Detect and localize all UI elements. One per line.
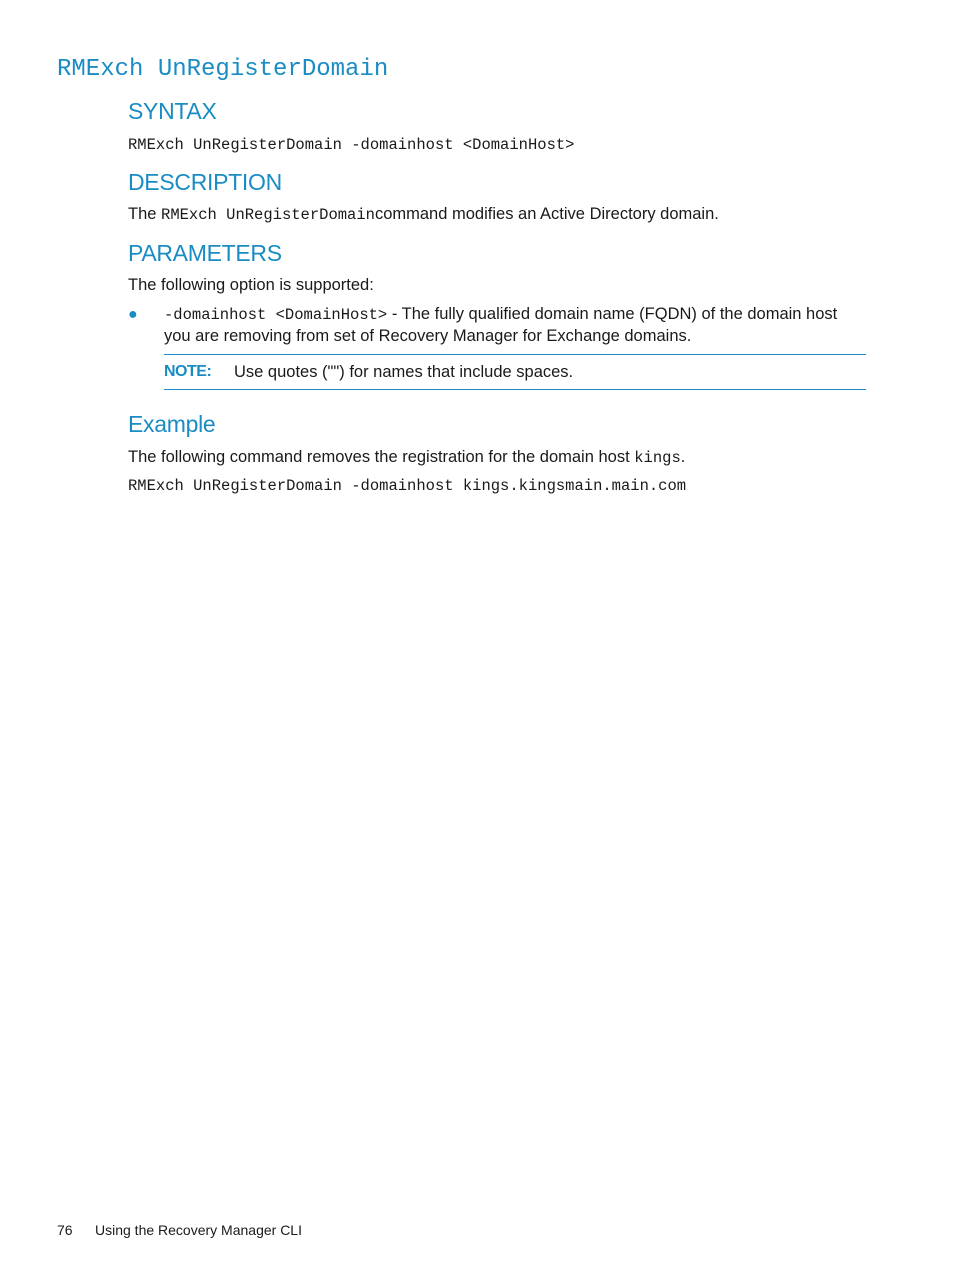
note-text: Use quotes ("") for names that include spaces.	[234, 363, 574, 381]
description-code: RMExch UnRegisterDomain	[161, 206, 375, 224]
example-text-suffix: .	[680, 448, 686, 466]
note-label: NOTE:	[164, 363, 212, 380]
description-heading: DESCRIPTION	[128, 169, 282, 195]
example-text-code: kings	[634, 449, 681, 467]
page-number: 76	[57, 1222, 73, 1238]
description-prefix: The	[128, 205, 162, 223]
bullet-icon: ●	[128, 306, 138, 323]
example-text	[128, 447, 685, 469]
description-suffix: command modifies an Active Directory domain.	[374, 205, 719, 223]
list-item	[128, 304, 868, 347]
parameters-intro: The following option is supported:	[128, 276, 374, 294]
example-code: RMExch UnRegisterDomain -domainhost kings.kingsmain.main.com	[128, 477, 687, 495]
syntax-heading: SYNTAX	[128, 98, 217, 124]
page-title: RMExch UnRegisterDomain	[57, 56, 389, 83]
note-box	[164, 354, 866, 390]
parameter-code: -domainhost <DomainHost>	[164, 306, 388, 324]
footer-section: Using the Recovery Manager CLI	[95, 1222, 302, 1238]
example-text-prefix: The following command removes the registration for the domain host	[128, 448, 635, 466]
parameters-heading: PARAMETERS	[128, 240, 282, 266]
parameter-description: - The fully qualified domain name (FQDN) of the domain host you are removing from set of Recovery Manager for Exchange domains.	[164, 305, 838, 345]
page-footer	[57, 1222, 302, 1238]
syntax-code: RMExch UnRegisterDomain -domainhost <DomainHost>	[128, 136, 575, 154]
example-heading: Example	[128, 411, 216, 437]
parameters-list	[128, 304, 868, 347]
description-text	[128, 204, 719, 226]
